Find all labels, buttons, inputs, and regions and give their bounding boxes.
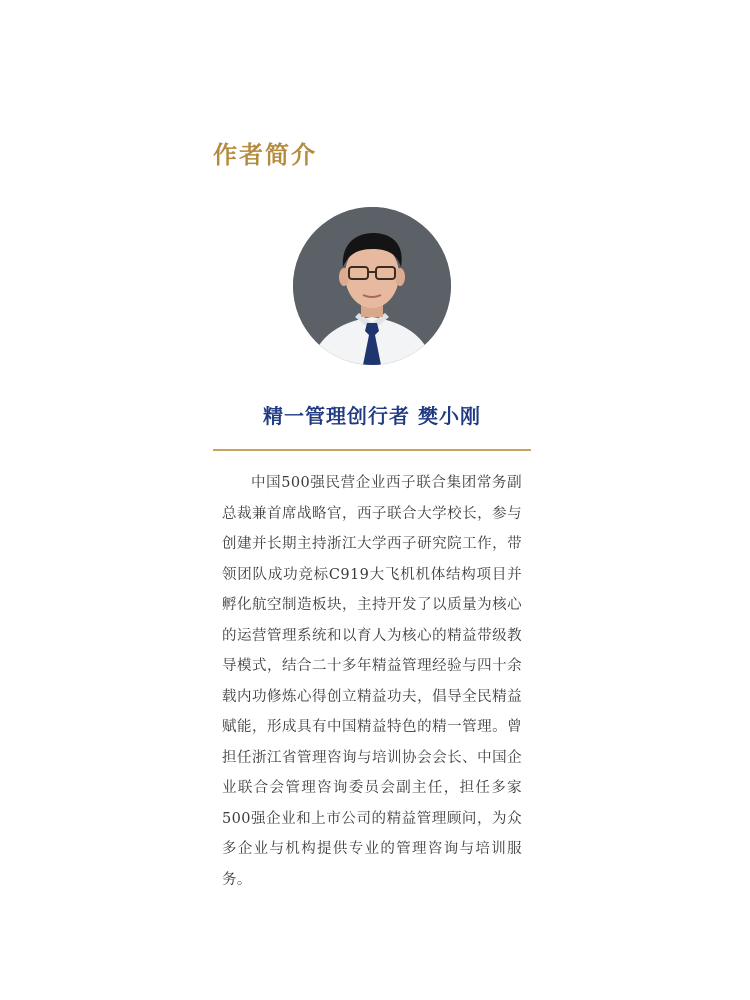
portrait-illustration bbox=[293, 207, 451, 365]
section-title: 作者简介 bbox=[213, 141, 317, 169]
divider bbox=[213, 449, 531, 451]
author-portrait bbox=[293, 207, 451, 365]
author-bio: 中国500强民营企业西子联合集团常务副总裁兼首席战略官，西子联合大学校长，参与创建并长期主持浙江大学西子研究院工作，带领团队成功竞标C919大飞机机体结构项目并孵化航空制造板块，主持开发了以质量为核心的运营管理系统和以育人为核心的精益带级教导模式，结合二十多年精益管理经验与四十余载内功修炼心得创立精益功夫，倡导全民精益赋能，形成具有中国精益特色的精一管理。曾担任浙江省管理咨询与培训协会会长、中国企业联合会管理咨询委员会副主任，担任多家500强企业和上市公司的精益管理顾问，为众多企业与机构提供专业的管理咨询与培训服务。 bbox=[222, 475, 522, 888]
author-name: 精一管理创行者 樊小刚 bbox=[263, 404, 481, 428]
